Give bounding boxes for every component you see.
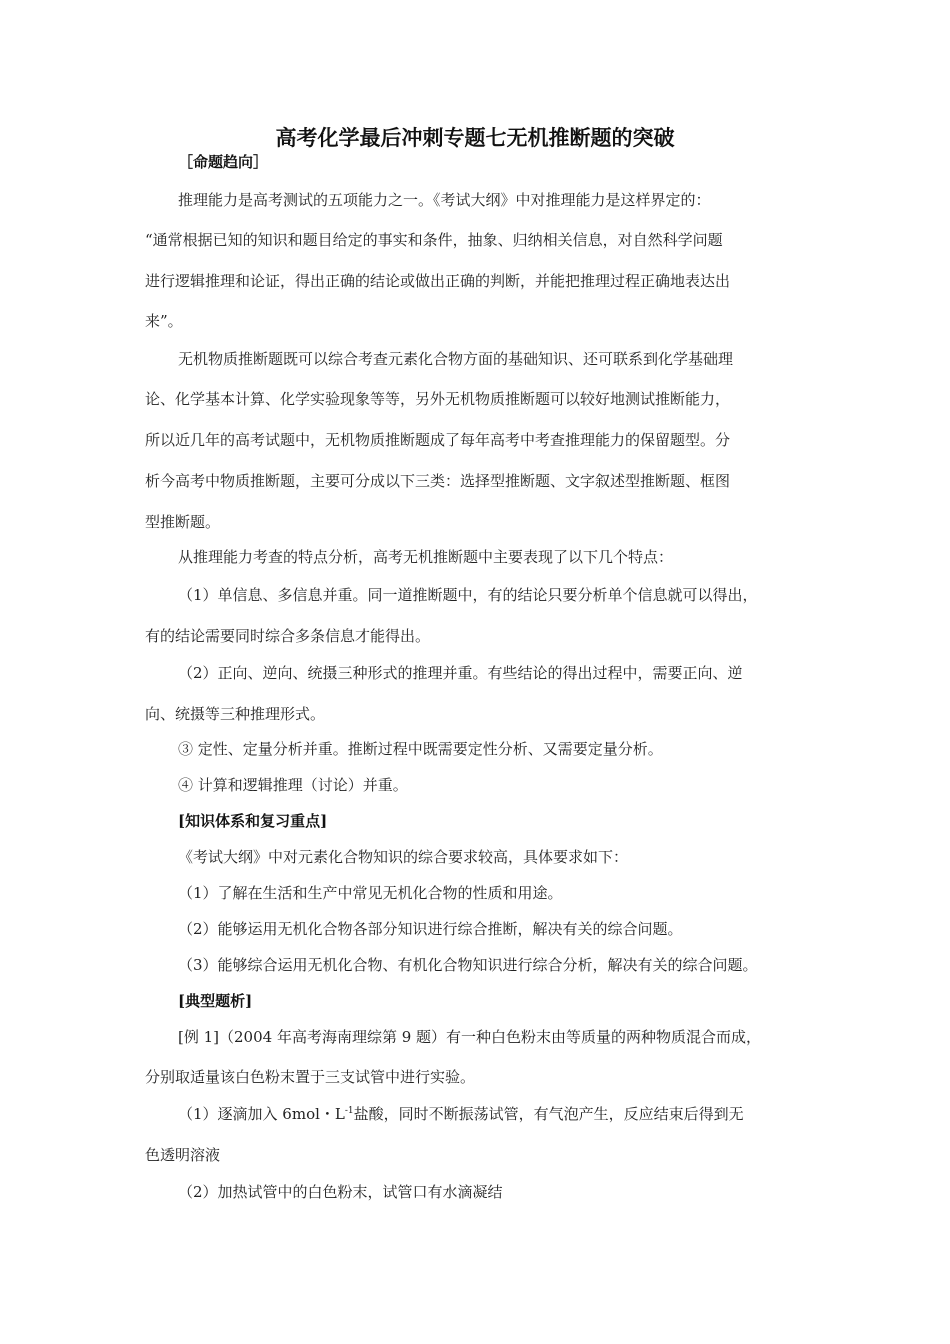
document-title: 高考化学最后冲刺专题七无机推断题的突破 xyxy=(275,125,675,150)
list-item: （2）能够运用无机化合物各部分知识进行综合推断，解决有关的综合问题。 xyxy=(178,920,683,938)
superscript: -1 xyxy=(344,1106,354,1116)
example-question-2: （2）加热试管中的白色粉末，试管口有水滴凝结 xyxy=(178,1183,503,1201)
paragraph-line: 进行逻辑推理和论证，得出正确的结论或做出正确的判断，并能把推理过程正确地表达出 xyxy=(145,272,731,290)
section-heading-trend: ［命题趋向］ xyxy=(178,153,269,171)
paragraph-line: 《考试大纲》中对元素化合物知识的综合要求较高，具体要求如下： xyxy=(178,848,629,866)
paragraph-line: 论、化学基本计算、化学实验现象等等，另外无机物质推断题可以较好地测试推断能力， xyxy=(145,390,731,408)
example-question-1-continuation: 色透明溶液 xyxy=(145,1146,221,1164)
question-text: （1）逐滴加入 6mol・L xyxy=(178,1105,345,1123)
paragraph-line: 从推理能力考查的特点分析，高考无机推断题中主要表现了以下几个特点： xyxy=(178,548,674,566)
list-item: ③ 定性、定量分析并重。推断过程中既需要定性分析、又需要定量分析。 xyxy=(178,740,663,758)
example-line: 分别取适量该白色粉末置于三支试管中进行实验。 xyxy=(145,1068,476,1086)
paragraph-line: 推理能力是高考测试的五项能力之一。《考试大纲》中对推理能力是这样界定的： xyxy=(178,191,711,209)
list-item-continuation: 有的结论需要同时综合多条信息才能得出。 xyxy=(145,627,431,645)
paragraph-line: 型推断题。 xyxy=(145,513,221,531)
list-item: （1）单信息、多信息并重。同一道推断题中，有的结论只要分析单个信息就可以得出， xyxy=(178,586,758,604)
section-heading-knowledge: [知识体系和复习重点] xyxy=(178,812,328,830)
list-item: （1）了解在生活和生产中常见无机化合物的性质和用途。 xyxy=(178,884,563,902)
paragraph-line: “通常根据已知的知识和题目给定的事实和条件，抽象、归纳相关信息，对自然科学问题 xyxy=(145,231,723,249)
paragraph-line: 来”。 xyxy=(145,312,183,330)
paragraph-line: 无机物质推断题既可以综合考查元素化合物方面的基础知识、还可联系到化学基础理 xyxy=(178,350,734,368)
section-heading-examples: [典型题析] xyxy=(178,992,253,1010)
question-text: 盐酸，同时不断振荡试管，有气泡产生，反应结束后得到无 xyxy=(353,1105,744,1123)
example-line: [例 1]（2004 年高考海南理综第 9 题）有一种白色粉末由等质量的两种物质混合而成， xyxy=(178,1028,762,1046)
list-item: （3）能够综合运用无机化合物、有机化合物知识进行综合分析，解决有关的综合问题。 xyxy=(178,956,758,974)
list-item: （2）正向、逆向、统摄三种形式的推理并重。有些结论的得出过程中，需要正向、逆 xyxy=(178,664,743,682)
example-question-1 xyxy=(178,1104,744,1124)
list-item-continuation: 向、统摄等三种推理形式。 xyxy=(145,705,326,723)
paragraph-line: 所以近几年的高考试题中，无机物质推断题成了每年高考中考查推理能力的保留题型。分 xyxy=(145,431,731,449)
list-item: ④ 计算和逻辑推理（讨论）并重。 xyxy=(178,776,408,794)
paragraph-line: 析今高考中物质推断题，主要可分成以下三类：选择型推断题、文字叙述型推断题、框图 xyxy=(145,472,731,490)
